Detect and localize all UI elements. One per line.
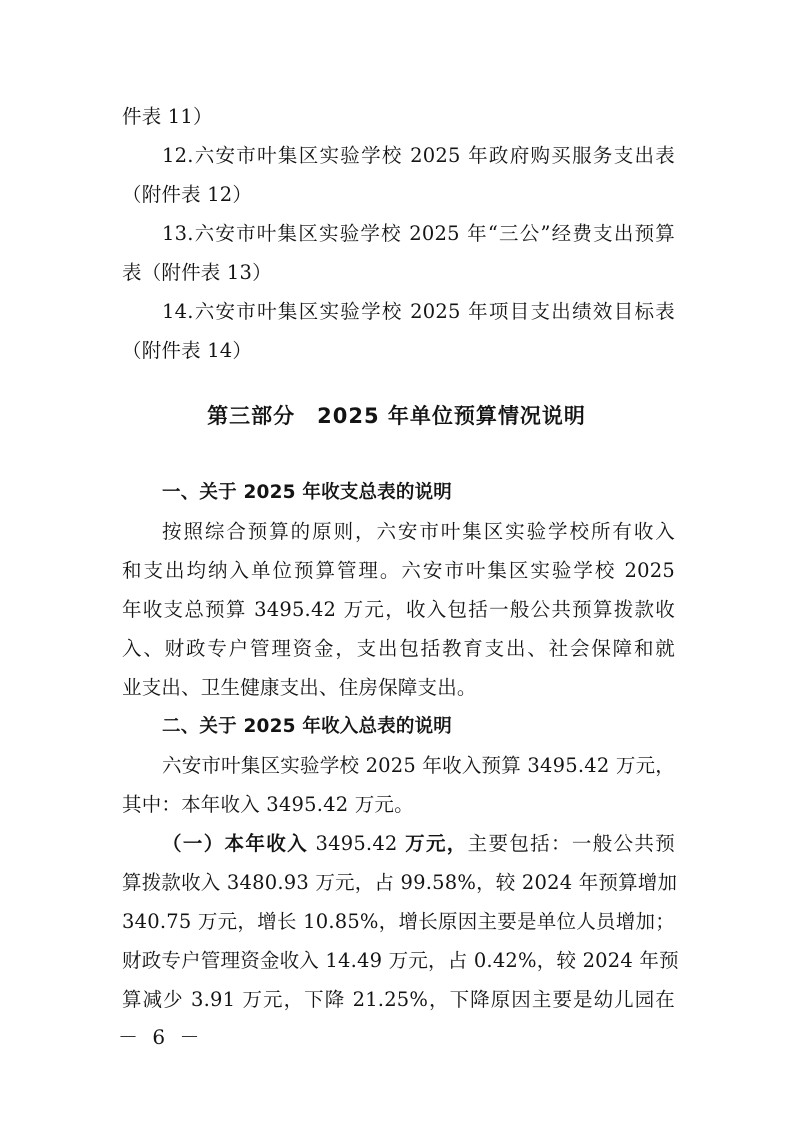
list-item-11-tail: 件表 11）	[122, 105, 213, 128]
paragraph-line: 业支出、卫生健康支出、住房保障支出。	[122, 676, 477, 699]
paragraph-line: 其中：本年收入 3495.42 万元。	[122, 793, 414, 816]
paragraph-line: 和支出均纳入单位预算管理。六安市叶集区实验学校 2025	[122, 559, 675, 582]
list-item-12: 12.六安市叶集区实验学校 2025 年政府购买服务支出表	[162, 144, 675, 167]
paragraph-line: 按照综合预算的原则，六安市叶集区实验学校所有收入	[162, 520, 675, 543]
section-title: 2025 年单位预算情况说明	[317, 404, 586, 428]
list-item-12-tail: （附件表 12）	[122, 183, 253, 206]
bold-label: （一）本年收入	[162, 832, 308, 855]
bold-unit: 万元，	[405, 832, 468, 855]
paragraph-line: 算减少 3.91 万元，下降 21.25%，下降原因主要是幼儿园在	[122, 988, 675, 1011]
list-item-13-tail: 表（附件表 13）	[122, 261, 272, 284]
paragraph-line: 财政专户管理资金收入 14.49 万元，占 0.42%，较 2024 年预	[122, 949, 679, 972]
section-part-label: 第三部分	[207, 404, 296, 428]
subsection-heading-1: 一、关于 2025 年收支总表的说明	[162, 482, 452, 503]
subsection-heading-2: 二、关于 2025 年收入总表的说明	[162, 716, 452, 737]
paragraph-text: 主要包括：一般公共预	[467, 832, 675, 855]
list-item-14: 14.六安市叶集区实验学校 2025 年项目支出绩效目标表	[162, 300, 675, 323]
paragraph-line: 算拨款收入 3480.93 万元，占 99.58%，较 2024 年预算增加	[122, 871, 678, 894]
paragraph-line: 年收支总预算 3495.42 万元，收入包括一般公共预算拨款收	[122, 598, 675, 621]
paragraph-line-income	[162, 825, 675, 863]
paragraph-line: 入、财政专户管理资金，支出包括教育支出、社会保障和就	[122, 637, 675, 660]
list-item-13: 13.六安市叶集区实验学校 2025 年“三公”经费支出预算	[162, 222, 675, 245]
paragraph-line: 六安市叶集区实验学校 2025 年收入预算 3495.42 万元，	[162, 754, 675, 777]
paragraph-line: 340.75 万元，增长 10.85%，增长原因主要是单位人员增加；	[122, 910, 675, 933]
page-number: － 6 －	[118, 1025, 204, 1049]
income-amount: 3495.42	[307, 832, 406, 855]
list-item-14-tail: （附件表 14）	[122, 339, 253, 362]
section-heading	[0, 396, 793, 436]
